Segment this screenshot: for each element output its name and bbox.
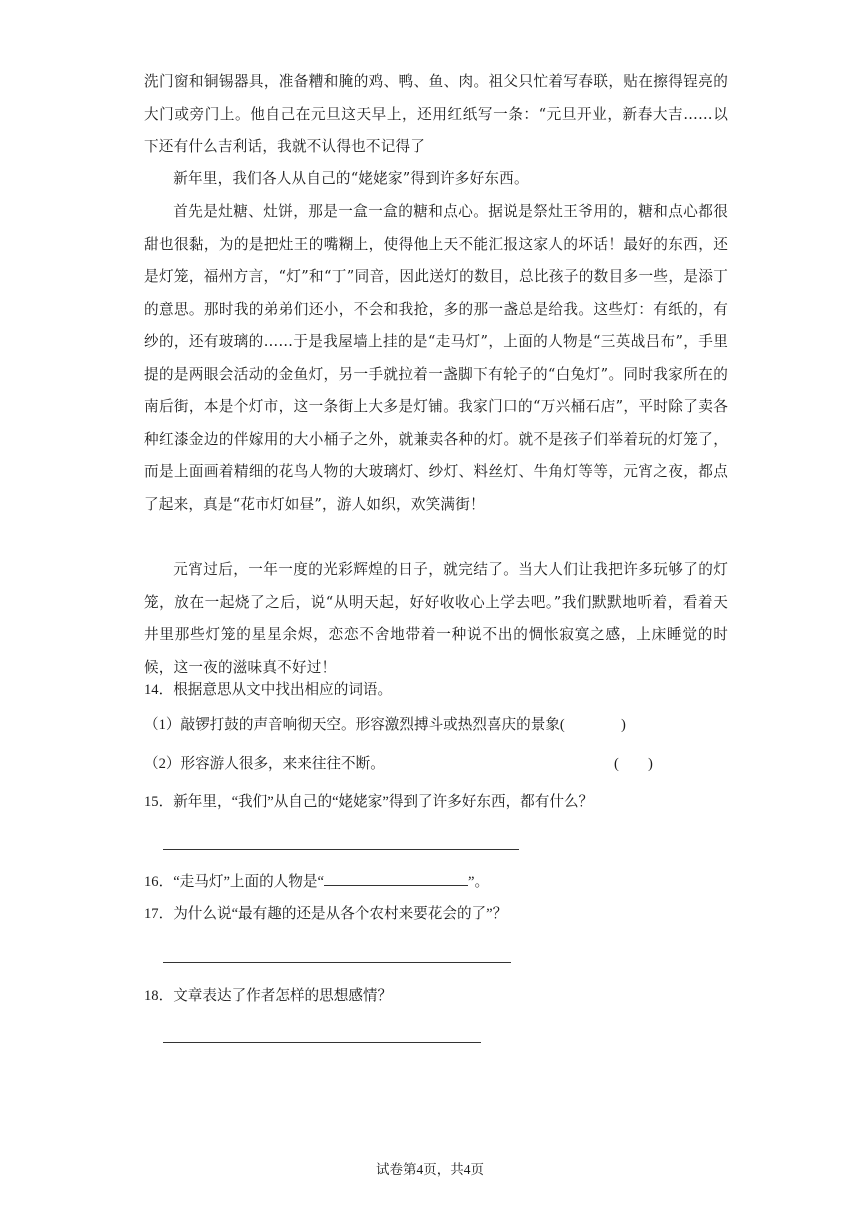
question-16-prefix: 16．“走马灯”上面的人物是“ <box>144 874 324 890</box>
question-18-stem: 18．文章表达了作者怎样的思想感情？ <box>144 988 393 1004</box>
question-18-answer-line[interactable] <box>163 1042 481 1043</box>
question-16-stem <box>144 871 489 893</box>
question-16-suffix: ”。 <box>467 874 490 890</box>
question-17-answer-line[interactable] <box>163 962 511 963</box>
question-14-item-2: （2）形容游人很多，来来往往不断。 <box>144 756 385 772</box>
passage-paragraph-1: 洗门窗和铜锡器具，准备糟和腌的鸡、鸭、鱼、肉。祖父只忙着写春联，贴在擦得锃亮的大门或旁门上。他自己在元旦这天早上，还用红纸写一条：“元旦开业，新春大吉……以下还有什么吉利话，我就不认得也不记得了 <box>144 73 728 155</box>
question-15-answer-line[interactable] <box>163 849 519 850</box>
passage-paragraph-4: 元宵过后，一年一度的光彩辉煌的日子，就完结了。当大人们让我把许多玩够了的灯笼，放在一起烧了之后，说“从明天起，好好收收心上学去吧。”我们默默地听着，看着天井里那些灯笼的星星余烬，恋恋不舍地带着一种说不出的惆怅寂寞之感，上床睡觉的时候，这一夜的滋味真不好过！ <box>144 561 728 676</box>
question-16-answer-blank[interactable] <box>324 871 468 886</box>
page-footer: 试卷第4页，共4页 <box>376 1162 484 1177</box>
question-14-stem: 14．根据意思从文中找出相应的词语。 <box>144 682 393 698</box>
passage-paragraph-3: 首先是灶糖、灶饼，那是一盒一盒的糖和点心。据说是祭灶王爷用的，糖和点心都很甜也很黏，为的是把灶王的嘴糊上，使得他上天不能汇报这家人的坏话！最好的东西，还是灯笼，福州方言，“灯”和“丁”同音，因此送灯的数目，总比孩子的数目多一些，是添丁的意思。那时我的弟弟们还小，不会和我抢，多的那一盏总是给我。这些灯：有纸的，有纱的，还有玻璃的……于是我屋墙上挂的是“走马灯”，上面的人物是“三英战吕布”，手里提的是两眼会活动的金鱼灯，另一手就拉着一盏脚下有轮子的“白兔灯”。同时我家所在的南后街，本是个灯市，这一条街上大多是灯铺。我家门口的“万兴桶石店”，平时除了卖各种红漆金边的伴嫁用的大小桶子之外，就兼卖各种的灯。就不是孩子们举着玩的灯笼了，而是上面画着精细的花鸟人物的大玻璃灯、纱灯、料丝灯、牛角灯等等，元宵之夜，都点了起来，真是“花市灯如昼”，游人如织，欢笑满街！ <box>144 203 728 513</box>
question-15-stem: 15．新年里，“我们”从自己的“姥姥家”得到了许多好东西，都有什么？ <box>144 794 594 810</box>
question-14-item-1 <box>144 714 565 736</box>
question-14-item-1-close-paren: ) <box>621 717 626 733</box>
question-14-item-2-answer-paren[interactable]: ( ) <box>614 756 653 772</box>
question-14-item-1-text: （1）敲锣打鼓的声音响彻天空。形容激烈搏斗或热烈喜庆的景象( <box>144 717 565 733</box>
question-17-stem: 17．为什么说“最有趣的还是从各个农村来要花会的了”？ <box>144 906 508 922</box>
passage-paragraph-2: 新年里，我们各人从自己的“姥姥家”得到许多好东西。 <box>173 170 529 187</box>
